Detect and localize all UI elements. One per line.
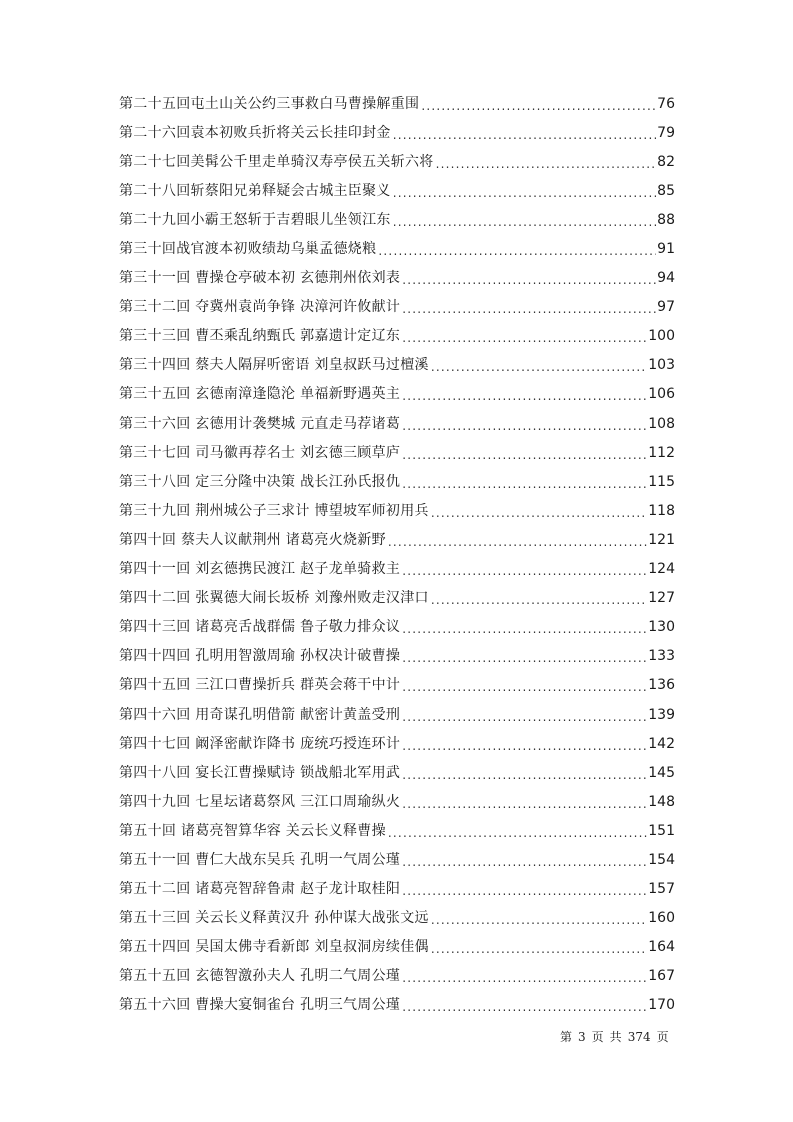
dot-leader [402,620,647,638]
toc-entry[interactable] [119,322,675,351]
dot-leader [402,446,647,464]
toc-entry-title: 第五十五回 玄德智激孙夫人 孔明二气周公瑾 [119,968,401,985]
toc-entry-title: 第五十一回 曹仁大战东吴兵 孔明一气周公瑾 [119,851,401,868]
toc-entry-page-number: 133 [648,648,675,665]
toc-entry-page-number: 108 [648,415,675,432]
toc-entry-title: 第三十九回 荆州城公子三求计 博望坡军师初用兵 [119,502,429,519]
toc-entry-title: 第三十二回 夺冀州袁尚争锋 决漳河许攸献计 [119,299,401,316]
toc-entry-page-number: 170 [648,997,675,1014]
toc-entry-page-number: 103 [648,357,675,374]
toc-entry[interactable] [119,467,675,496]
toc-entry[interactable] [119,642,675,671]
toc-entry-page-number: 88 [657,211,675,228]
toc-entry[interactable] [119,293,675,322]
toc-entry-page-number: 124 [648,561,675,578]
toc-entry-title: 第二十七回美髯公千里走单骑汉寿亭侯五关斩六将 [119,153,434,170]
toc-entry-page-number: 97 [657,299,675,316]
toc-entry-title: 第四十五回 三江口曹操折兵 群英会蒋干中计 [119,677,401,694]
toc-entry-title: 第三十五回 玄德南漳逢隐沦 单福新野遇英主 [119,386,401,403]
toc-entry[interactable] [119,147,675,176]
toc-entry[interactable] [119,700,675,729]
toc-entry[interactable] [119,816,675,845]
toc-entry[interactable] [119,264,675,293]
toc-entry-title: 第四十六回 用奇谋孔明借箭 献密计黄盖受刑 [119,706,401,723]
footer-total-word: 共 [609,1030,622,1044]
toc-entry-page-number: 164 [648,939,675,956]
toc-entry-page-number: 94 [657,270,675,287]
toc-entry[interactable] [119,991,675,1020]
toc-entry[interactable] [119,555,675,584]
toc-entry-page-number: 112 [648,444,675,461]
toc-entry-title: 第二十六回袁本初败兵折将关云长挂印封金 [119,124,391,141]
toc-entry-title: 第三十四回 蔡夫人隔屏听密语 刘皇叔跃马过檀溪 [119,357,429,374]
toc-entry[interactable] [119,89,675,118]
toc-entry-page-number: 151 [648,822,675,839]
dot-leader [402,475,647,493]
dot-leader [402,678,647,696]
dot-leader [402,708,647,726]
toc-entry[interactable] [119,904,675,933]
footer-prefix: 第 [560,1030,573,1044]
toc-entry-title: 第三十回战官渡本初败绩劫乌巢孟德烧粮 [119,241,377,258]
toc-entry[interactable] [119,845,675,874]
toc-entry-title: 第四十九回 七星坛诸葛祭风 三江口周瑜纵火 [119,793,401,810]
dot-leader [393,184,656,202]
toc-entry-page-number: 154 [648,851,675,868]
dot-leader [388,533,647,551]
toc-entry-title: 第三十八回 定三分隆中决策 战长江孙氏报仇 [119,473,401,490]
toc-entry-page-number: 115 [648,473,675,490]
dot-leader [402,969,647,987]
dot-leader [402,387,647,405]
toc-entry[interactable] [119,409,675,438]
dot-leader [431,591,647,609]
dot-leader [402,853,647,871]
footer-total-pages: 374 [627,1030,651,1044]
dot-leader [402,417,647,435]
dot-leader [402,649,647,667]
dot-leader [402,271,656,289]
toc-entry-page-number: 145 [648,764,675,781]
toc-entry-title: 第三十六回 玄德用计袭樊城 元直走马荐诸葛 [119,415,401,432]
toc-entry-title: 第五十三回 关云长义释黄汉升 孙仲谋大战张文远 [119,910,429,927]
toc-entry[interactable] [119,380,675,409]
toc-entry[interactable] [119,758,675,787]
toc-entry-page-number: 118 [648,502,675,519]
toc-entry-page-number: 130 [648,619,675,636]
dot-leader [431,940,647,958]
toc-entry-page-number: 121 [648,531,675,548]
toc-entry-title: 第二十五回屯土山关公约三事救白马曹操解重围 [119,95,420,112]
toc-entry-title: 第四十八回 宴长江曹操赋诗 锁战船北军用武 [119,764,401,781]
dot-leader [431,911,647,929]
toc-entry[interactable] [119,933,675,962]
toc-entry-title: 第二十九回小霸王怒斩于吉碧眼儿坐领江东 [119,211,391,228]
toc-entry-page-number: 91 [657,241,675,258]
dot-leader [388,824,647,842]
dot-leader [393,126,656,144]
toc-entry-page-number: 82 [657,153,675,170]
toc-entry-title: 第三十一回 曹操仓亭破本初 玄德荆州依刘表 [119,270,401,287]
toc-entry-page-number: 76 [657,95,675,112]
dot-leader [402,766,647,784]
toc-entry-page-number: 160 [648,910,675,927]
toc-entry-page-number: 139 [648,706,675,723]
toc-entry[interactable] [119,176,675,205]
toc-entry[interactable] [119,787,675,816]
dot-leader [402,882,647,900]
dot-leader [402,998,647,1016]
toc-entry[interactable] [119,671,675,700]
toc-entry[interactable] [119,525,675,554]
toc-entry[interactable] [119,613,675,642]
toc-entry[interactable] [119,875,675,904]
dot-leader [402,300,656,318]
toc-entry-title: 第四十回 蔡夫人议献荆州 诸葛亮火烧新野 [119,531,386,548]
page-footer [560,1028,675,1045]
toc-entry[interactable] [119,438,675,467]
toc-entry-title: 第四十一回 刘玄德携民渡江 赵子龙单骑救主 [119,561,401,578]
toc-entry-title: 第五十二回 诸葛亮智辞鲁肃 赵子龙计取桂阳 [119,881,401,898]
toc-entry-page-number: 167 [648,968,675,985]
toc-entry-title: 第三十七回 司马徽再荐名士 刘玄德三顾草庐 [119,444,401,461]
toc-entry[interactable] [119,234,675,263]
toc-entry-page-number: 127 [648,590,675,607]
toc-entry[interactable] [119,351,675,380]
footer-page-word: 页 [591,1030,604,1044]
dot-leader [436,155,657,173]
toc-entry-page-number: 142 [648,735,675,752]
toc-entry-page-number: 148 [648,793,675,810]
dot-leader [393,213,656,231]
dot-leader [402,562,647,580]
footer-suffix: 页 [656,1030,669,1044]
dot-leader [378,242,656,260]
toc-entry-title: 第三十三回 曹丕乘乱纳甄氏 郭嘉遗计定辽东 [119,328,401,345]
table-of-contents [119,89,675,1020]
toc-entry-page-number: 100 [648,328,675,345]
toc-entry-page-number: 136 [648,677,675,694]
toc-entry-title: 第四十三回 诸葛亮舌战群儒 鲁子敬力排众议 [119,619,401,636]
toc-entry[interactable] [119,962,675,991]
toc-entry-title: 第五十四回 吴国太佛寺看新郎 刘皇叔洞房续佳偶 [119,939,429,956]
toc-entry-title: 第四十二回 张翼德大闹长坂桥 刘豫州败走汉津口 [119,590,429,607]
toc-entry-page-number: 85 [657,182,675,199]
dot-leader [402,795,647,813]
dot-leader [431,504,647,522]
toc-entry[interactable] [119,205,675,234]
toc-entry[interactable] [119,496,675,525]
dot-leader [421,97,656,115]
toc-entry-title: 第四十七回 阚泽密献诈降书 庞统巧授连环计 [119,735,401,752]
toc-entry-title: 第四十四回 孔明用智激周瑜 孙权决计破曹操 [119,648,401,665]
dot-leader [402,737,647,755]
footer-current-page: 3 [578,1030,586,1044]
toc-entry[interactable] [119,118,675,147]
toc-entry[interactable] [119,729,675,758]
toc-entry-page-number: 157 [648,881,675,898]
toc-entry-title: 第五十回 诸葛亮智算华容 关云长义释曹操 [119,822,386,839]
toc-entry-title: 第五十六回 曹操大宴铜雀台 孔明三气周公瑾 [119,997,401,1014]
dot-leader [431,358,647,376]
toc-entry-title: 第二十八回斩蔡阳兄弟释疑会古城主臣聚义 [119,182,391,199]
toc-entry[interactable] [119,584,675,613]
toc-entry-page-number: 106 [648,386,675,403]
dot-leader [402,329,647,347]
toc-entry-page-number: 79 [657,124,675,141]
